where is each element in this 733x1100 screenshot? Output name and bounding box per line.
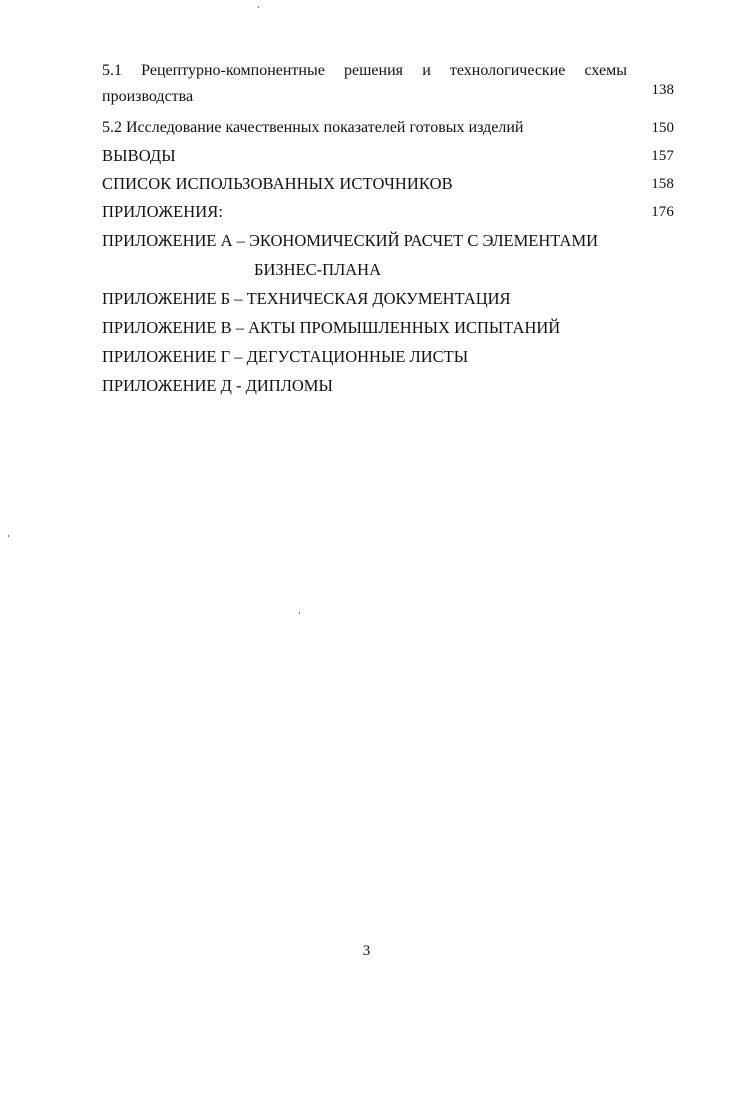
toc-entry-title: 5.2 Исследование качественных показателей готовых изделий <box>102 119 524 136</box>
appendix-item-d[interactable] <box>102 371 674 400</box>
toc-entry-title: СПИСОК ИСПОЛЬЗОВАННЫХ ИСТОЧНИКОВ <box>102 174 453 193</box>
appendix-item-g[interactable] <box>102 342 674 371</box>
toc-entry-title: ПРИЛОЖЕНИЯ: <box>102 202 224 221</box>
scan-speck <box>299 612 300 614</box>
appendix-item-title: ПРИЛОЖЕНИЕ Б – ТЕХНИЧЕСКАЯ ДОКУМЕНТАЦИЯ <box>102 289 511 308</box>
appendix-item-title: ПРИЛОЖЕНИЕ А – ЭКОНОМИЧЕСКИЙ РАСЧЕТ С ЭЛЕМЕНТАМИ <box>102 231 599 250</box>
scan-speck <box>8 535 9 537</box>
appendix-item-v[interactable] <box>102 313 674 342</box>
toc-entry-appendices[interactable] <box>102 198 674 226</box>
toc-entry-page-number: 157 <box>651 148 674 164</box>
appendix-item-title: ПРИЛОЖЕНИЕ Г – ДЕГУСТАЦИОННЫЕ ЛИСТЫ <box>102 347 469 366</box>
toc-entry-page-number: 176 <box>651 204 674 220</box>
toc-entry-title <box>102 58 674 110</box>
toc-entry-page-number: 158 <box>651 176 674 192</box>
scan-speck <box>258 6 259 8</box>
appendix-item-title-continuation: БИЗНЕС-ПЛАНА <box>254 260 382 279</box>
toc-entry-page-number: 150 <box>651 120 674 136</box>
page-number: 3 <box>362 943 371 959</box>
toc-entry-5-1[interactable] <box>102 58 674 110</box>
table-of-contents <box>102 58 674 400</box>
appendix-item-b[interactable] <box>102 284 674 313</box>
appendix-list <box>102 226 674 400</box>
toc-entry-title-line2: производства <box>102 88 194 105</box>
appendix-item-title: ПРИЛОЖЕНИЕ Д - ДИПЛОМЫ <box>102 376 333 395</box>
toc-entry-title: ВЫВОДЫ <box>102 146 176 165</box>
appendix-item-title: ПРИЛОЖЕНИЕ В – АКТЫ ПРОМЫШЛЕННЫХ ИСПЫТАНИЙ <box>102 318 561 337</box>
toc-entry-title-line1: 5.1 Рецептурно-компонентные решения и технологические схемы <box>102 62 627 79</box>
toc-entry-references[interactable] <box>102 170 674 198</box>
toc-entry-conclusions[interactable] <box>102 142 674 170</box>
appendix-item-a[interactable] <box>102 226 674 284</box>
toc-entry-5-2[interactable] <box>102 114 674 142</box>
toc-entry-page-number: 138 <box>651 82 674 98</box>
